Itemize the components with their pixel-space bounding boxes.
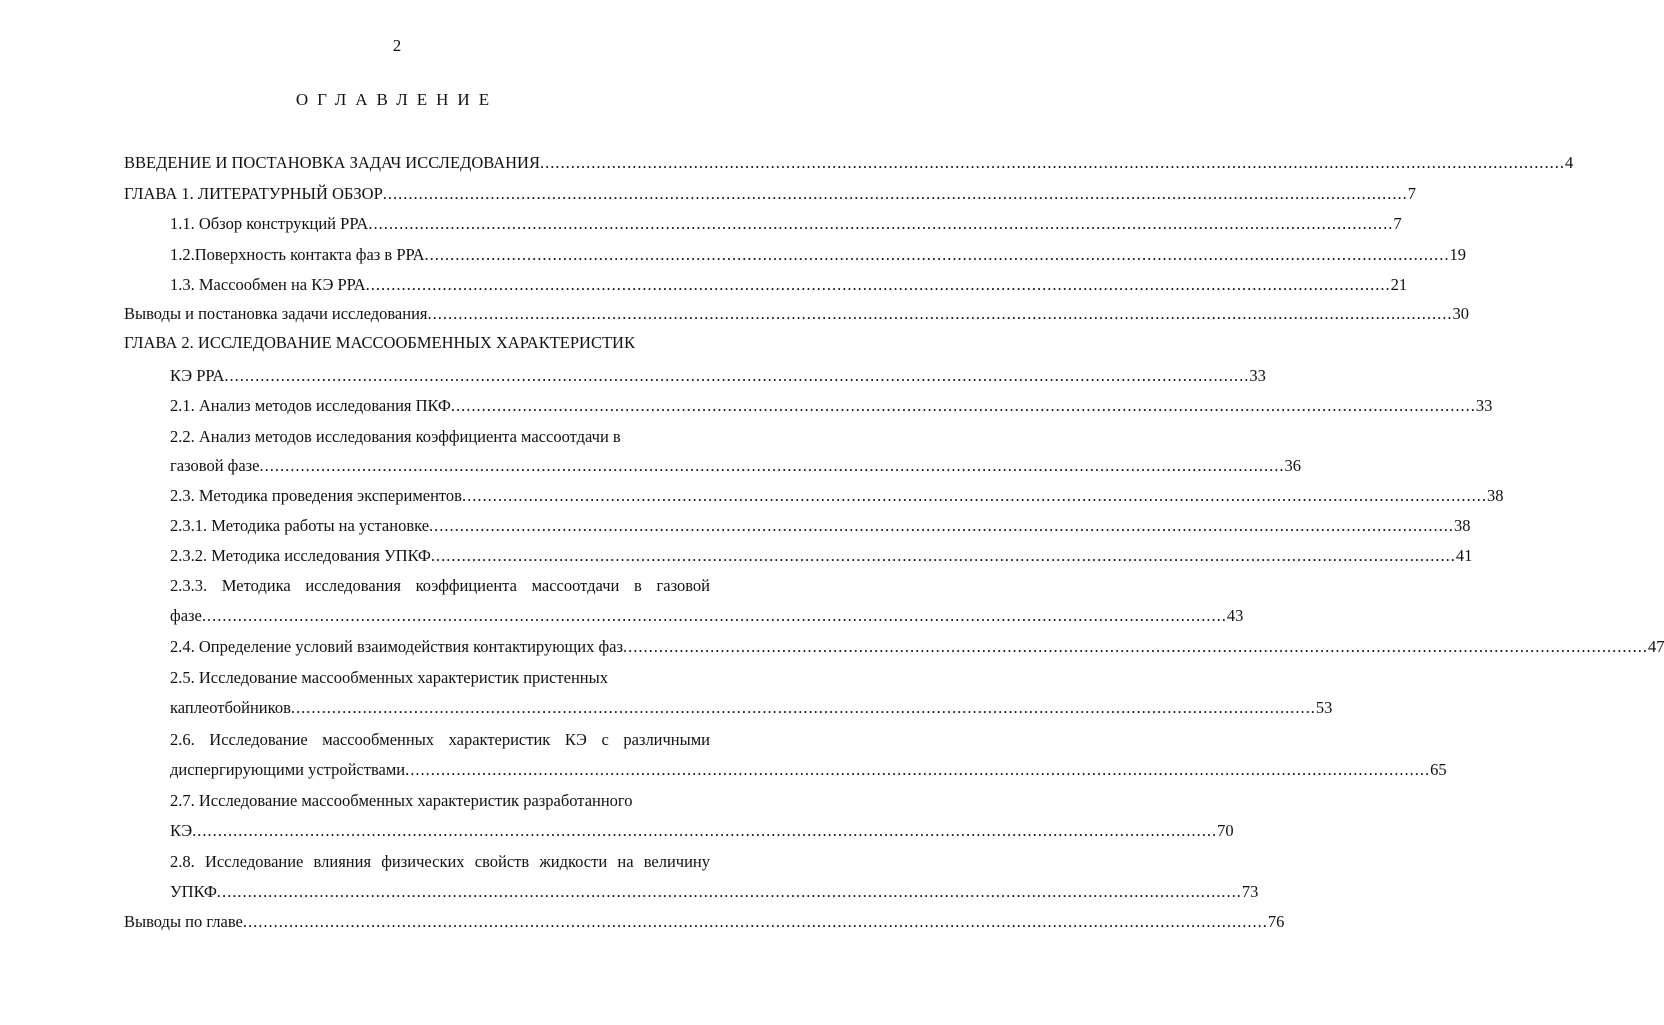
- dot-leader: ........................................................................................................................................................................................................: [427, 304, 1453, 323]
- toc-entry-text: УПКФ: [170, 882, 217, 901]
- dot-leader: ........................................................................................................................................................................................................: [290, 698, 1316, 717]
- toc-entry-line1: 2.6. Исследование массообменных характеристик КЭ с различными: [170, 730, 710, 749]
- toc-entry-line2: [170, 606, 1244, 628]
- toc-entry-page: 76: [1267, 912, 1285, 931]
- toc-entry-line2: [170, 821, 1234, 843]
- toc-entry: [124, 184, 1416, 206]
- dot-leader: ........................................................................................................................................................................................................: [405, 760, 1431, 779]
- toc-entry-text: 1.3. Массообмен на КЭ РРА: [170, 275, 366, 294]
- toc-entry-text: КЭ РРА: [170, 366, 225, 385]
- toc-entry: [170, 546, 1473, 568]
- toc-entry-line1: ГЛАВА 2. ИССЛЕДОВАНИЕ МАССООБМЕННЫХ ХАРАКТЕРИСТИК: [124, 333, 635, 352]
- toc-entry: [170, 214, 1402, 236]
- dot-leader: ........................................................................................................................................................................................................: [430, 546, 1456, 565]
- toc-entry-page: 38: [1454, 516, 1471, 535]
- dot-leader: ........................................................................................................................................................................................................: [622, 637, 1648, 656]
- toc-entry-line2: [170, 698, 1333, 720]
- toc-entry: [124, 304, 1470, 326]
- toc-entry-page: 19: [1449, 245, 1466, 264]
- toc-entry: [124, 153, 1574, 175]
- toc-entry-page: 53: [1315, 698, 1333, 717]
- dot-leader: ........................................................................................................................................................................................................: [424, 245, 1450, 264]
- dot-leader: ........................................................................................................................................................................................................: [539, 153, 1565, 172]
- toc-entry: [170, 516, 1471, 538]
- toc-entry-text: диспергирующими устройствами: [170, 760, 406, 779]
- toc-entry-page: 33: [1475, 396, 1493, 415]
- toc-entry: [170, 396, 1493, 418]
- toc-entry: [170, 245, 1466, 267]
- toc-entry-text: газовой фазе: [170, 456, 260, 475]
- toc-entry-line1: 2.7. Исследование массообменных характеристик разработанного: [170, 791, 633, 810]
- dot-leader: ........................................................................................................................................................................................................: [429, 516, 1455, 535]
- toc-entry-text: КЭ: [170, 821, 193, 840]
- toc-entry-line2: [170, 366, 1266, 388]
- dot-leader: ........................................................................................................................................................................................................: [224, 366, 1250, 385]
- toc-entry-text: Выводы и постановка задачи исследования: [124, 304, 428, 323]
- toc-entry-text: 1.2.Поверхность контакта фаз в РРА: [170, 245, 425, 264]
- dot-leader: ........................................................................................................................................................................................................: [201, 606, 1227, 625]
- toc-entry-page: 43: [1226, 606, 1244, 625]
- dot-leader: ........................................................................................................................................................................................................: [365, 275, 1391, 294]
- dot-leader: ........................................................................................................................................................................................................: [259, 456, 1285, 475]
- toc-entry-text: каплеотбойников: [170, 698, 291, 717]
- dot-leader: ........................................................................................................................................................................................................: [192, 821, 1218, 840]
- toc-entry-text: Выводы по главе: [124, 912, 243, 931]
- toc-entry-page: 38: [1486, 486, 1504, 505]
- toc-entry-text: 2.4. Определение условий взаимодействия контактирующих фаз: [170, 637, 623, 656]
- dot-leader: ........................................................................................................................................................................................................: [461, 486, 1487, 505]
- toc-entry-text: 1.1. Обзор конструкций РРА: [170, 214, 369, 233]
- toc-entry-page: 47: [1647, 637, 1664, 656]
- toc-entry-line2: [170, 760, 1447, 782]
- toc-entry-text: 2.3.1. Методика работы на установке: [170, 516, 430, 535]
- toc-entry-page: 73: [1241, 882, 1259, 901]
- dot-leader: ........................................................................................................................................................................................................: [382, 184, 1408, 203]
- toc-entry-page: 7: [1407, 184, 1416, 203]
- toc-entry-text: ВВЕДЕНИЕ И ПОСТАНОВКА ЗАДАЧ ИССЛЕДОВАНИЯ: [124, 153, 540, 172]
- toc-entry: [170, 486, 1504, 508]
- toc-entry-page: 30: [1452, 304, 1470, 323]
- toc-entry-text: ГЛАВА 1. ЛИТЕРАТУРНЫЙ ОБЗОР: [124, 184, 383, 203]
- dot-leader: ........................................................................................................................................................................................................: [242, 912, 1268, 931]
- toc-entry-line1: 2.2. Анализ методов исследования коэффициента массоотдачи в: [170, 427, 621, 446]
- toc-entry-page: 41: [1455, 546, 1473, 565]
- dot-leader: ........................................................................................................................................................................................................: [368, 214, 1394, 233]
- toc-entry-text: фазе: [170, 606, 202, 625]
- toc-entry-page: 36: [1284, 456, 1302, 475]
- toc-entry-page: 70: [1217, 821, 1234, 840]
- toc-entry: [170, 637, 1664, 659]
- toc-entry-page: 65: [1430, 760, 1447, 779]
- toc-entry-line1: 2.8. Исследование влияния физических свойств жидкости на величину: [170, 852, 710, 871]
- toc-entry-text: 2.1. Анализ методов исследования ПКФ: [170, 396, 451, 415]
- toc-entry-line1: 2.3.3. Методика исследования коэффициента массоотдачи в газовой: [170, 576, 710, 595]
- dot-leader: ........................................................................................................................................................................................................: [450, 396, 1476, 415]
- page-number: 2: [392, 36, 402, 55]
- toc-entry: [124, 912, 1285, 934]
- dot-leader: ........................................................................................................................................................................................................: [216, 882, 1242, 901]
- toc-entry-page: 33: [1249, 366, 1266, 385]
- toc-entry-line2: [170, 456, 1302, 478]
- toc-entry-text: 2.3. Методика проведения экспериментов: [170, 486, 462, 505]
- toc-entry-line2: [170, 882, 1259, 904]
- toc-entry-page: 21: [1390, 275, 1408, 294]
- toc-entry: [170, 275, 1408, 297]
- toc-entry-page: 7: [1393, 214, 1402, 233]
- toc-entry-page: 4: [1564, 153, 1574, 172]
- toc-entry-text: 2.3.2. Методика исследования УПКФ: [170, 546, 431, 565]
- toc-entry-line1: 2.5. Исследование массообменных характеристик пристенных: [170, 668, 608, 687]
- toc-title: ОГЛАВЛЕНИЕ: [295, 90, 499, 109]
